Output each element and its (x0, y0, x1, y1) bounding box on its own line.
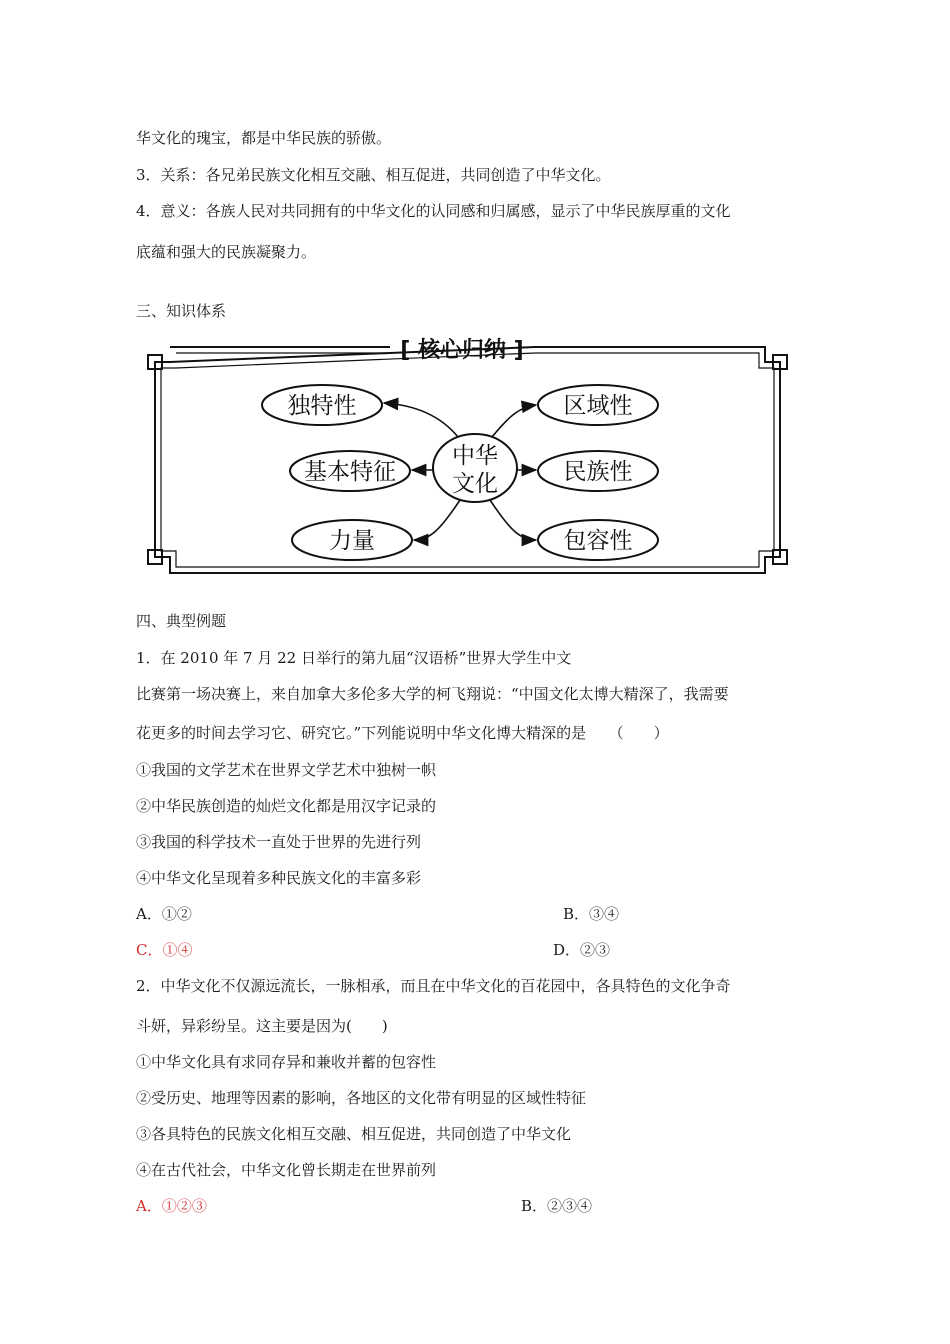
question-text: 2．中华文化不仅源远流长，一脉相承，而且在中华文化的百花园中，各具特色的文化争奇 (136, 977, 731, 995)
diagram-title: [ 核心归纳 ] (400, 338, 524, 363)
question-item: ②受历史、地理等因素的影响，各地区的文化带有明显的区域性特征 (136, 1089, 587, 1107)
question-item: ①中华文化具有求同存异和兼收并蓄的包容性 (136, 1053, 437, 1071)
question-text: 斗妍，异彩纷呈。这主要是因为( ) (136, 1017, 388, 1035)
section-heading: 四、典型例题 (136, 612, 227, 630)
node-uniqueness: 独特性 (287, 393, 357, 419)
question-text: 花更多的时间去学习它、研究它。”下列能说明中华文化博大精深的是 （ ） (136, 724, 669, 742)
text-line: 3．关系：各兄弟民族文化相互交融、相互促进，共同创造了中华文化。 (136, 166, 611, 184)
knowledge-diagram (140, 335, 810, 585)
node-inclusiveness: 包容性 (563, 528, 633, 554)
question-item: ③各具特色的民族文化相互交融、相互促进，共同创造了中华文化 (136, 1125, 572, 1143)
question-item: ④在古代社会，中华文化曾长期走在世界前列 (136, 1161, 437, 1179)
node-power: 力量 (329, 528, 375, 554)
question-item: ③我国的科学技术一直处于世界的先进行列 (136, 833, 422, 851)
option-a: A．①② (136, 905, 192, 923)
center-label: 文化 (452, 471, 498, 497)
option-a-answer: A．①②③ (136, 1197, 207, 1215)
option-d: D．②③ (553, 941, 611, 959)
question-item: ②中华民族创造的灿烂文化都是用汉字记录的 (136, 797, 437, 815)
question-item: ④中华文化呈现着多种民族文化的丰富多彩 (136, 869, 422, 887)
node-basic-features: 基本特征 (304, 459, 396, 485)
node-ethnicity: 民族性 (563, 459, 633, 485)
question-text: 1．在 2010 年 7 月 22 日举行的第九届“汉语桥”世界大学生中文 (136, 649, 572, 667)
option-b: B．③④ (563, 905, 620, 923)
option-c-answer: C．①④ (136, 941, 193, 959)
option-b: B．②③④ (521, 1197, 593, 1215)
center-label: 中华 (452, 443, 498, 469)
text-line: 4．意义：各族人民对共同拥有的中华文化的认同感和归属感，显示了中华民族厚重的文化 (136, 202, 731, 220)
question-text: 比赛第一场决赛上，来自加拿大多伦多大学的柯飞翔说：“中国文化太博大精深了，我需要 (136, 685, 729, 703)
section-heading: 三、知识体系 (136, 302, 227, 320)
question-item: ①我国的文学艺术在世界文学艺术中独树一帜 (136, 761, 437, 779)
text-line: 底蕴和强大的民族凝聚力。 (136, 243, 317, 261)
node-regionality: 区域性 (563, 393, 633, 419)
text-line: 华文化的瑰宝，都是中华民族的骄傲。 (136, 129, 392, 147)
